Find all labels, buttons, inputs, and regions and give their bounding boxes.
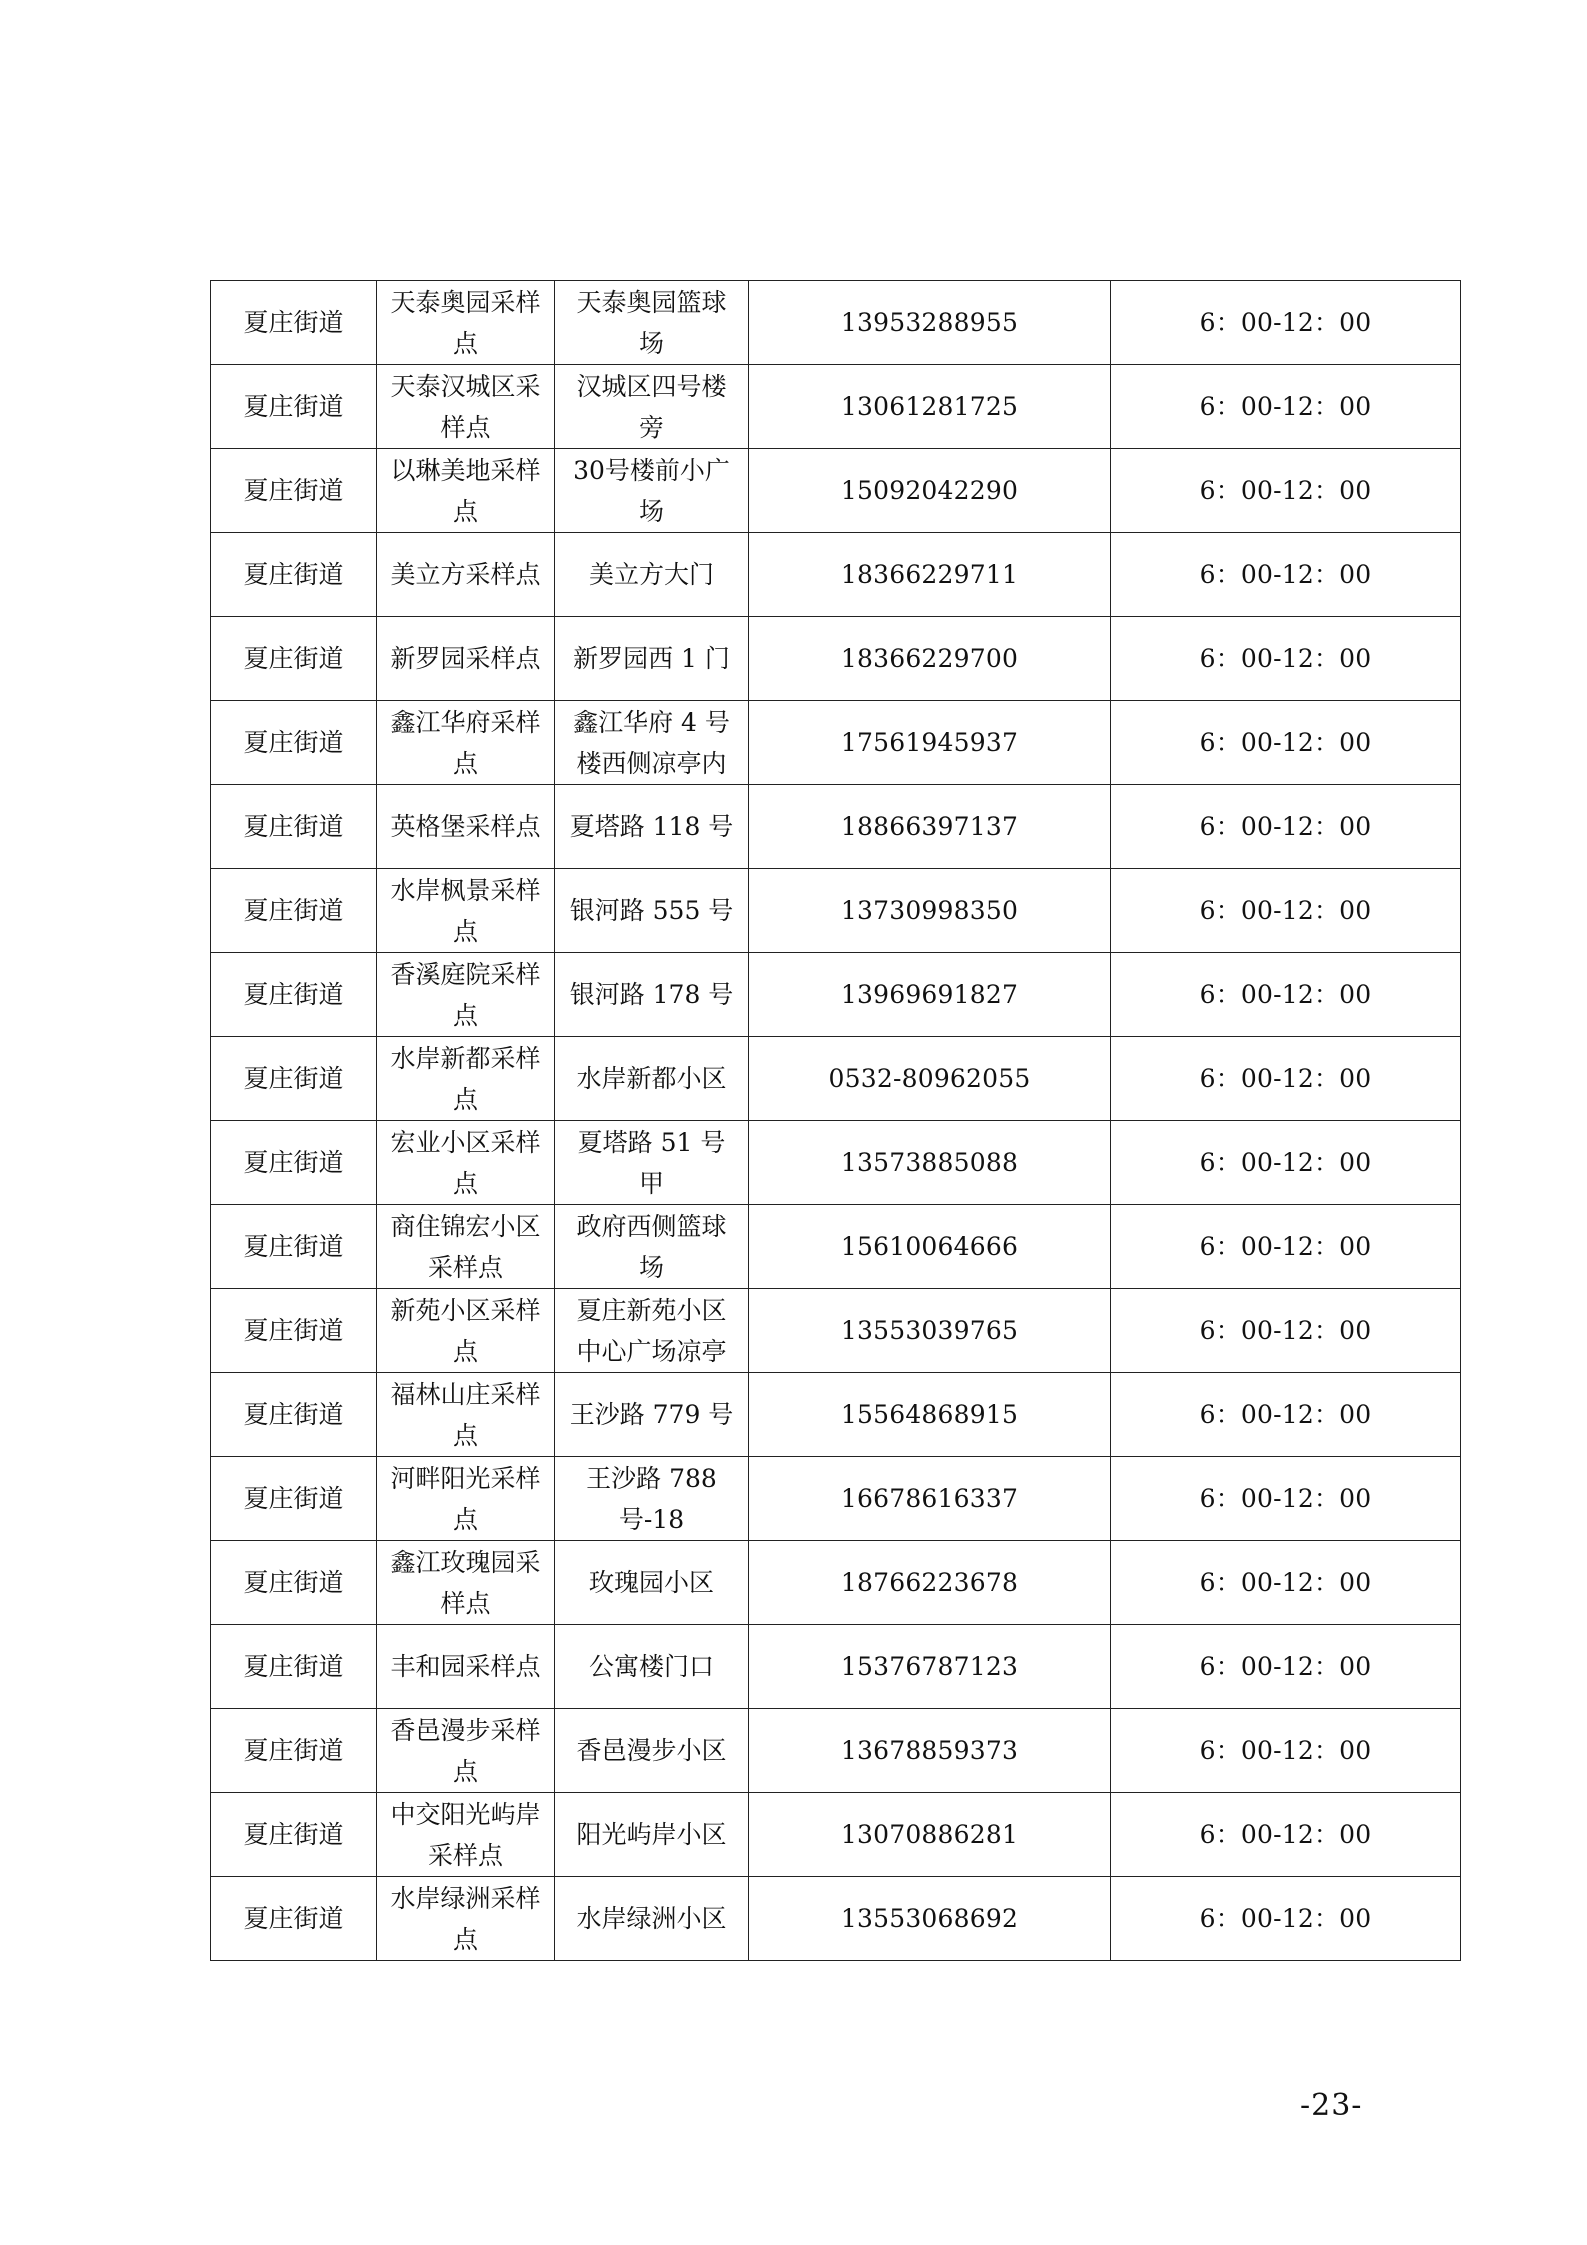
phone-cell: 15376787123 xyxy=(749,1625,1111,1709)
location-cell: 天泰奥园篮球场 xyxy=(555,281,749,365)
location-cell: 水岸新都小区 xyxy=(555,1037,749,1121)
phone-cell: 18766223678 xyxy=(749,1541,1111,1625)
street-cell: 夏庄街道 xyxy=(211,1877,377,1961)
table-row xyxy=(211,1877,1461,1961)
hours-cell: 6：00-12：00 xyxy=(1111,1373,1461,1457)
table-row xyxy=(211,281,1461,365)
hours-cell: 6：00-12：00 xyxy=(1111,449,1461,533)
location-cell: 银河路 555 号 xyxy=(555,869,749,953)
location-cell: 新罗园西 1 门 xyxy=(555,617,749,701)
location-cell: 玫瑰园小区 xyxy=(555,1541,749,1625)
street-cell: 夏庄街道 xyxy=(211,1457,377,1541)
table-row xyxy=(211,1709,1461,1793)
street-cell: 夏庄街道 xyxy=(211,701,377,785)
location-cell: 汉城区四号楼旁 xyxy=(555,365,749,449)
hours-cell: 6：00-12：00 xyxy=(1111,1625,1461,1709)
site-cell: 美立方采样点 xyxy=(377,533,555,617)
table-row xyxy=(211,1289,1461,1373)
table-row xyxy=(211,701,1461,785)
site-cell: 英格堡采样点 xyxy=(377,785,555,869)
hours-cell: 6：00-12：00 xyxy=(1111,701,1461,785)
hours-cell: 6：00-12：00 xyxy=(1111,617,1461,701)
phone-cell: 0532-80962055 xyxy=(749,1037,1111,1121)
site-cell: 新苑小区采样点 xyxy=(377,1289,555,1373)
table-row xyxy=(211,1541,1461,1625)
site-cell: 丰和园采样点 xyxy=(377,1625,555,1709)
site-cell: 福林山庄采样点 xyxy=(377,1373,555,1457)
street-cell: 夏庄街道 xyxy=(211,1121,377,1205)
hours-cell: 6：00-12：00 xyxy=(1111,1457,1461,1541)
hours-cell: 6：00-12：00 xyxy=(1111,533,1461,617)
location-cell: 政府西侧篮球场 xyxy=(555,1205,749,1289)
phone-cell: 13953288955 xyxy=(749,281,1111,365)
street-cell: 夏庄街道 xyxy=(211,1541,377,1625)
phone-cell: 13969691827 xyxy=(749,953,1111,1037)
hours-cell: 6：00-12：00 xyxy=(1111,869,1461,953)
phone-cell: 13553068692 xyxy=(749,1877,1111,1961)
sampling-sites-table xyxy=(210,280,1461,1961)
hours-cell: 6：00-12：00 xyxy=(1111,785,1461,869)
table-row xyxy=(211,617,1461,701)
table-row xyxy=(211,869,1461,953)
hours-cell: 6：00-12：00 xyxy=(1111,953,1461,1037)
street-cell: 夏庄街道 xyxy=(211,1793,377,1877)
hours-cell: 6：00-12：00 xyxy=(1111,1289,1461,1373)
site-cell: 水岸枫景采样点 xyxy=(377,869,555,953)
site-cell: 天泰汉城区采样点 xyxy=(377,365,555,449)
site-cell: 水岸绿洲采样点 xyxy=(377,1877,555,1961)
hours-cell: 6：00-12：00 xyxy=(1111,1709,1461,1793)
hours-cell: 6：00-12：00 xyxy=(1111,365,1461,449)
phone-cell: 13573885088 xyxy=(749,1121,1111,1205)
location-cell: 夏庄新苑小区中心广场凉亭 xyxy=(555,1289,749,1373)
site-cell: 天泰奥园采样点 xyxy=(377,281,555,365)
street-cell: 夏庄街道 xyxy=(211,953,377,1037)
site-cell: 商住锦宏小区采样点 xyxy=(377,1205,555,1289)
table-row xyxy=(211,1793,1461,1877)
table-row xyxy=(211,1457,1461,1541)
street-cell: 夏庄街道 xyxy=(211,869,377,953)
phone-cell: 13070886281 xyxy=(749,1793,1111,1877)
site-cell: 水岸新都采样点 xyxy=(377,1037,555,1121)
street-cell: 夏庄街道 xyxy=(211,533,377,617)
site-cell: 鑫江华府采样点 xyxy=(377,701,555,785)
location-cell: 阳光屿岸小区 xyxy=(555,1793,749,1877)
phone-cell: 13061281725 xyxy=(749,365,1111,449)
table-row xyxy=(211,1373,1461,1457)
street-cell: 夏庄街道 xyxy=(211,1289,377,1373)
street-cell: 夏庄街道 xyxy=(211,1037,377,1121)
phone-cell: 15092042290 xyxy=(749,449,1111,533)
phone-cell: 15610064666 xyxy=(749,1205,1111,1289)
phone-cell: 17561945937 xyxy=(749,701,1111,785)
hours-cell: 6：00-12：00 xyxy=(1111,1541,1461,1625)
table-row xyxy=(211,1205,1461,1289)
table-row xyxy=(211,533,1461,617)
site-cell: 鑫江玫瑰园采样点 xyxy=(377,1541,555,1625)
phone-cell: 15564868915 xyxy=(749,1373,1111,1457)
phone-cell: 18866397137 xyxy=(749,785,1111,869)
street-cell: 夏庄街道 xyxy=(211,1625,377,1709)
street-cell: 夏庄街道 xyxy=(211,365,377,449)
hours-cell: 6：00-12：00 xyxy=(1111,1793,1461,1877)
location-cell: 夏塔路 118 号 xyxy=(555,785,749,869)
location-cell: 公寓楼门口 xyxy=(555,1625,749,1709)
site-cell: 新罗园采样点 xyxy=(377,617,555,701)
table-row xyxy=(211,1625,1461,1709)
hours-cell: 6：00-12：00 xyxy=(1111,1877,1461,1961)
site-cell: 以琳美地采样点 xyxy=(377,449,555,533)
phone-cell: 18366229711 xyxy=(749,533,1111,617)
site-cell: 河畔阳光采样点 xyxy=(377,1457,555,1541)
table-row xyxy=(211,1037,1461,1121)
table-row xyxy=(211,365,1461,449)
location-cell: 王沙路 779 号 xyxy=(555,1373,749,1457)
street-cell: 夏庄街道 xyxy=(211,785,377,869)
table-row xyxy=(211,953,1461,1037)
phone-cell: 16678616337 xyxy=(749,1457,1111,1541)
location-cell: 水岸绿洲小区 xyxy=(555,1877,749,1961)
site-cell: 宏业小区采样点 xyxy=(377,1121,555,1205)
table-row xyxy=(211,449,1461,533)
hours-cell: 6：00-12：00 xyxy=(1111,1037,1461,1121)
phone-cell: 13553039765 xyxy=(749,1289,1111,1373)
phone-cell: 13730998350 xyxy=(749,869,1111,953)
location-cell: 王沙路 788 号-18 xyxy=(555,1457,749,1541)
street-cell: 夏庄街道 xyxy=(211,617,377,701)
location-cell: 鑫江华府 4 号楼西侧凉亭内 xyxy=(555,701,749,785)
table-body xyxy=(211,281,1461,1961)
hours-cell: 6：00-12：00 xyxy=(1111,1205,1461,1289)
location-cell: 银河路 178 号 xyxy=(555,953,749,1037)
location-cell: 香邑漫步小区 xyxy=(555,1709,749,1793)
sampling-sites-table-wrapper xyxy=(210,280,1461,1961)
site-cell: 香溪庭院采样点 xyxy=(377,953,555,1037)
street-cell: 夏庄街道 xyxy=(211,1709,377,1793)
hours-cell: 6：00-12：00 xyxy=(1111,1121,1461,1205)
street-cell: 夏庄街道 xyxy=(211,1205,377,1289)
street-cell: 夏庄街道 xyxy=(211,281,377,365)
location-cell: 美立方大门 xyxy=(555,533,749,617)
site-cell: 中交阳光屿岸采样点 xyxy=(377,1793,555,1877)
table-row xyxy=(211,785,1461,869)
street-cell: 夏庄街道 xyxy=(211,449,377,533)
table-row xyxy=(211,1121,1461,1205)
page-number: -23- xyxy=(1300,2088,1363,2123)
phone-cell: 18366229700 xyxy=(749,617,1111,701)
street-cell: 夏庄街道 xyxy=(211,1373,377,1457)
location-cell: 30号楼前小广场 xyxy=(555,449,749,533)
location-cell: 夏塔路 51 号甲 xyxy=(555,1121,749,1205)
site-cell: 香邑漫步采样点 xyxy=(377,1709,555,1793)
phone-cell: 13678859373 xyxy=(749,1709,1111,1793)
hours-cell: 6：00-12：00 xyxy=(1111,281,1461,365)
